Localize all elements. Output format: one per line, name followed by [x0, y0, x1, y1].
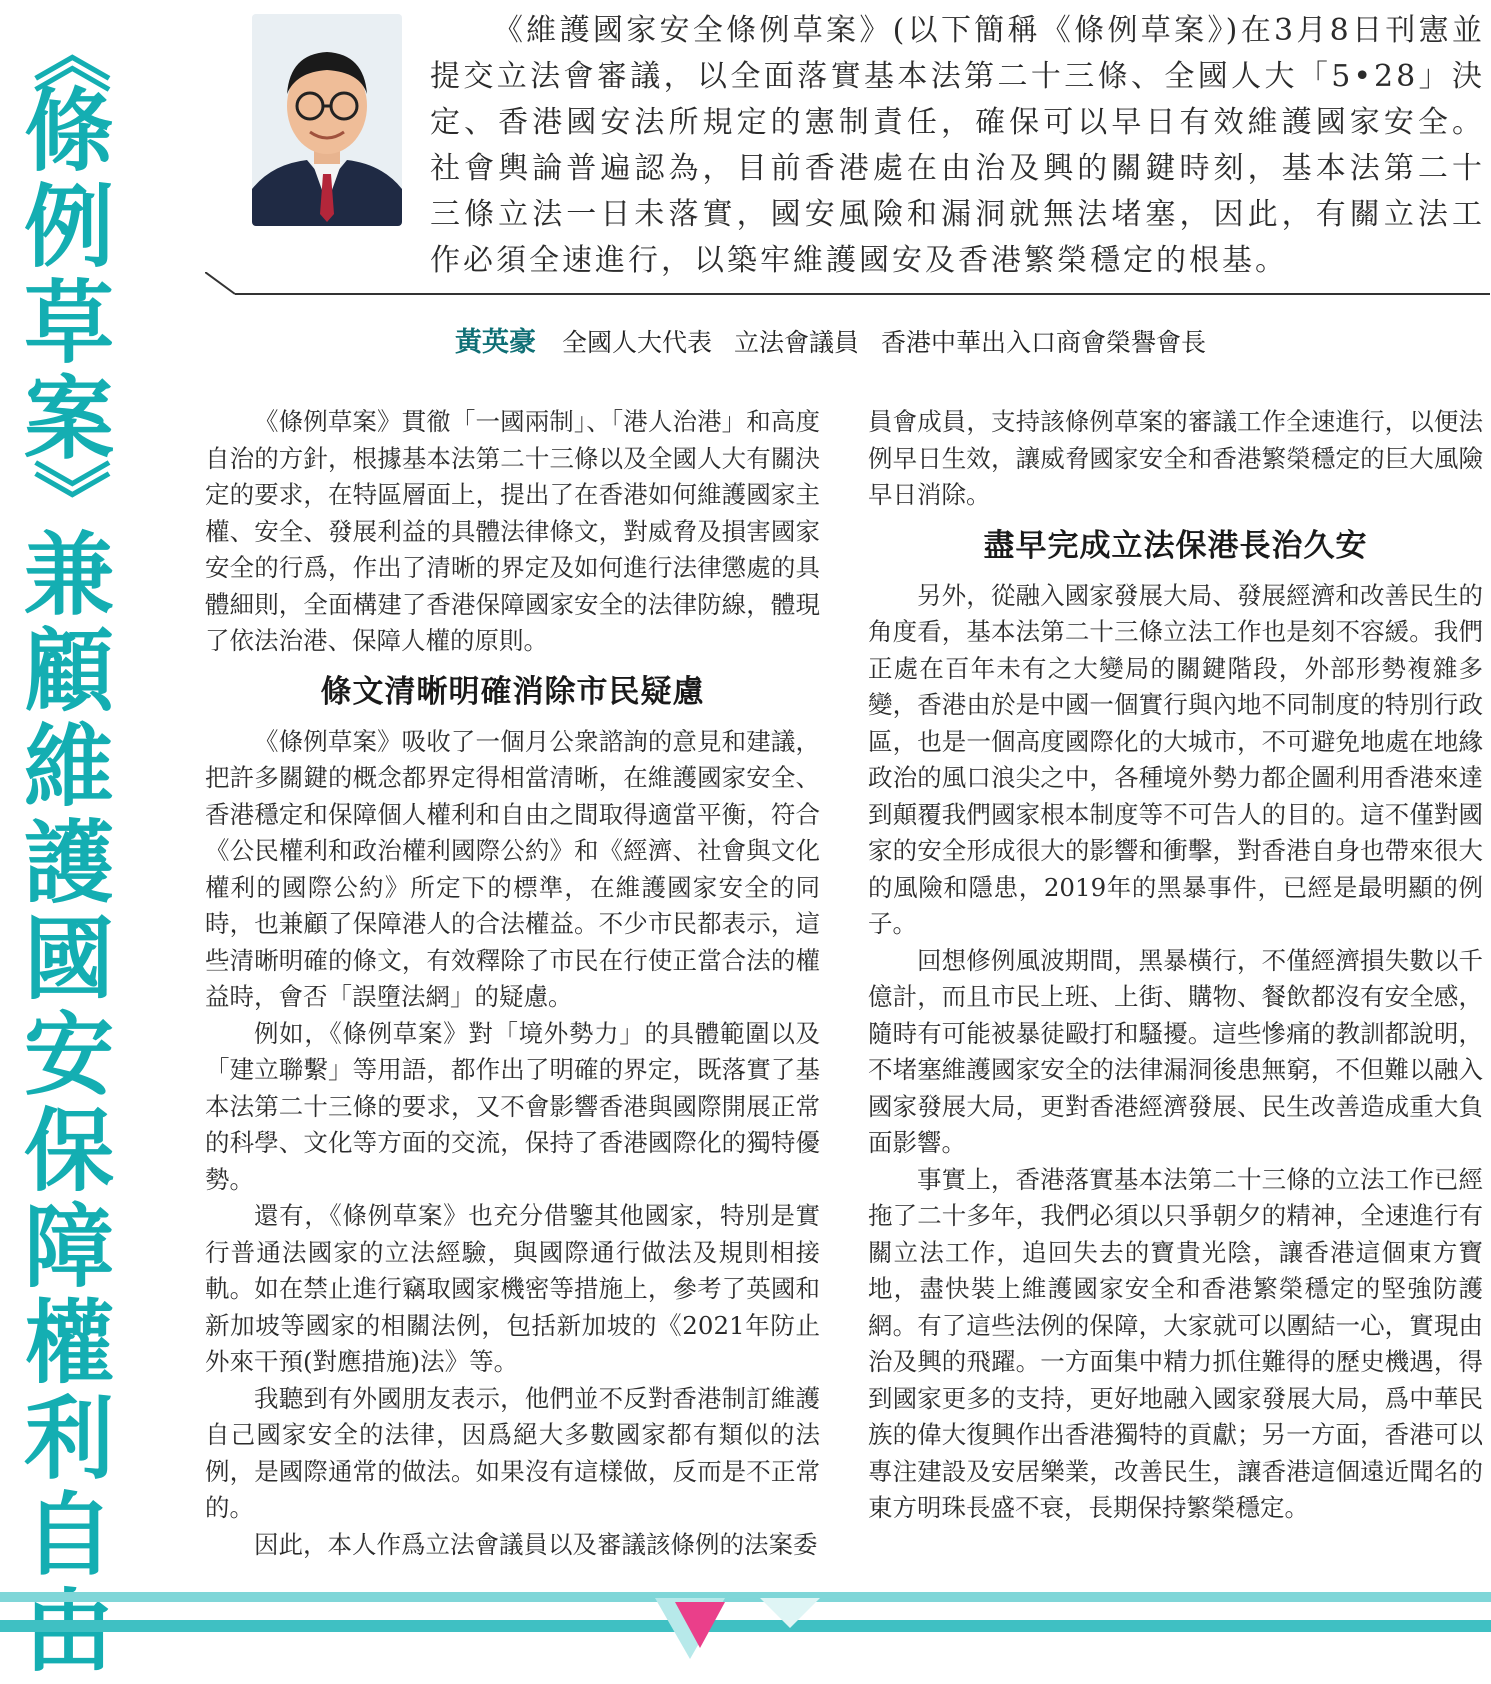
paragraph: 《條例草案》吸收了一個月公衆諮詢的意見和建議，把許多關鍵的概念都界定得相當清晰，在維護國家安全、香港穩定和保障個人權利和自由之間取得適當平衡，符合《公民權利和政治權利國際公約》和《經濟、社會與文化權利的國際公約》所定下的標準，在維護國家安全的同時，也兼顧了保障港人的合法權益。不少市民都表示，這些清晰明確的條文，有效釋除了市民在行使正當合法的權益時，會否「誤墮法網」的疑慮。 [205, 726, 820, 1011]
headline-char: 兼 [24, 523, 114, 628]
headline-char: 保 [24, 1099, 114, 1204]
paragraph: 例如，《條例草案》對「境外勢力」的具體範圍以及「建立聯繫」等用語，都作出了明確的界定，既落實了基本法第二十三條的要求，又不會影響香港與國際開展正常的科學、文化等方面的交流，保持了香港國際化的獨特優勢。 [205, 1018, 820, 1194]
author-name: 黃英豪 [455, 327, 537, 358]
intro-text: 《維護國家安全條例草案》(以下簡稱《條例草案》)在3月8日刊憲並提交立法會審議，以全面落實基本法第二十三條、全國人大「5•28」決定、香港國安法所規定的憲制責任，確保可以早日有效維護國家安全。社會輿論普遍認為，目前香港處在由治及興的關鍵時刻，基本法第二十三條立法一日未落實，國安風險和漏洞就無法堵塞，因此，有關立法工作必須全速進行，以築牢維護國安及香港繁榮穩定的根基。 [430, 13, 1485, 278]
headline-char: 顧 [24, 619, 114, 724]
headline-char: 利 [24, 1387, 114, 1492]
paragraph: 《條例草案》貫徹「一國兩制」、「港人治港」和高度自治的方針，根據基本法第二十三條以及全國人大有關決定的要求，在特區層面上，提出了在香港如何維護國家主權、安全、發展利益的具體法律條文，對威脅及損害國家安全的行爲，作出了清晰的界定及如何進行法律懲處的具體細則，全面構建了香港保障國家安全的法律防線，體現了依法治港、保障人權的原則。 [205, 407, 820, 655]
decorative-footer [0, 1588, 1491, 1659]
headline-char: 案 [24, 367, 114, 472]
headline-char: 國 [24, 907, 114, 1012]
paragraph: 員會成員，支持該條例草案的審議工作全速進行，以便法例早日生效，讓威脅國家安全和香港繁榮穩定的巨大風險早日消除。 [868, 407, 1483, 509]
portrait-illustration [252, 14, 402, 226]
paragraph: 因此，本人作爲立法會議員以及審議該條例的法案委 [254, 1529, 818, 1559]
headline-char: 》 [24, 458, 114, 537]
paragraph: 還有，《條例草案》也充分借鑒其他國家，特別是實行普通法國家的立法經驗，與國際通行做法及規則相接軌。如在禁止進行竊取國家機密等措施上，參考了英國和新加坡等國家的相關法例，包括新加坡的《2021年防止外來干預(對應措施)法》等。 [205, 1201, 820, 1376]
header-divider [205, 272, 1490, 312]
paragraph: 另外，從融入國家發展大局、發展經濟和改善民生的角度看，基本法第二十三條立法工作也是刻不容緩。我們正處在百年未有之大變局的關鍵階段，外部形勢複雜多變，香港由於是中國一個實行與內地不同制度的特別行政區，也是一個高度國際化的大城市，不可避免地處在地緣政治的風口浪尖之中，各種境外勢力都企圖利用香港來達到顛覆我們國家根本制度等不可告人的目的。這不僅對國家的安全形成很大的影響和衝擊，對香港自身也帶來很大的風險和隱患，2019年的黑暴事件，已經是最明顯的例子。 [868, 580, 1483, 938]
author-title: 香港中華出入口商會榮譽會長 [880, 328, 1206, 357]
headline-char: 障 [24, 1195, 114, 1300]
author-title: 立法會議員 [733, 328, 859, 357]
section-heading: 盡早完成立法保港長治久安 [983, 527, 1368, 564]
headline-char: 例 [24, 175, 114, 280]
author-byline [0, 320, 1491, 359]
article-column-right [868, 404, 1483, 1527]
headline-char: 條 [24, 79, 114, 184]
headline-char: 《 [24, 14, 114, 93]
author-portrait [252, 14, 402, 226]
section-heading: 條文清晰明確消除市民疑慮 [320, 673, 705, 710]
paragraph: 事實上，香港落實基本法第二十三條的立法工作已經拖了二十多年，我們必須以只爭朝夕的精神，全速進行有關立法工作，追回失去的寶貴光陰，讓香港這個東方寶地，盡快裝上維護國家安全和香港繁榮穩定的堅強防護網。有了這些法例的保障，大家就可以團結一心，實現由治及興的飛躍。一方面集中精力抓住難得的歷史機遇，得到國家更多的支持，更好地融入國家發展大局，爲中華民族的偉大復興作出香港獨特的貢獻；另一方面，香港可以專注建設及安居樂業，改善民生，讓香港這個遠近聞名的東方明珠長盛不衰，長期保持繁榮穩定。 [868, 1164, 1483, 1522]
headline-char: 護 [24, 811, 114, 916]
intro-paragraph [430, 8, 1485, 284]
paragraph: 回想修例風波期間，黑暴橫行，不僅經濟損失數以千億計，而且市民上班、上街、購物、餐飲都沒有安全感，隨時有可能被暴徒毆打和騷擾。這些慘痛的教訓都說明，不堵塞維護國家安全的法律漏洞後患無窮，不但難以融入國家發展大局，更對香港經濟發展、民生改善造成重大負面影響。 [868, 945, 1483, 1157]
headline-char: 權 [24, 1291, 114, 1396]
paragraph: 我聽到有外國朋友表示，他們並不反對香港制訂維護自己國家安全的法律，因爲絕大多數國家都有類似的法例，是國際通常的做法。如果沒有這樣做，反而是不正常的。 [205, 1383, 820, 1522]
headline-char: 維 [24, 715, 114, 820]
article-column-left [205, 404, 820, 1563]
headline-vertical [14, 14, 124, 1680]
headline-char: 安 [24, 1003, 114, 1108]
headline-char: 草 [24, 271, 114, 376]
headline-char: 自 [24, 1483, 114, 1588]
author-title: 全國人大代表 [562, 328, 713, 357]
